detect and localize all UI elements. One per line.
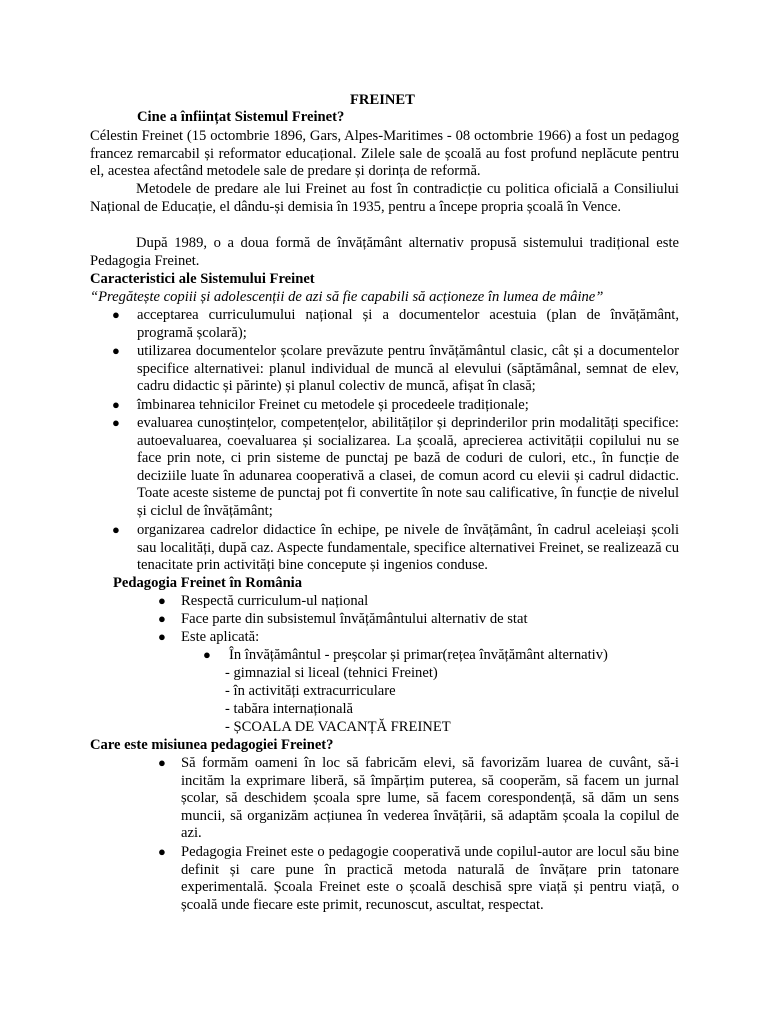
- list-item: Să formăm oameni în loc să fabricăm elevi, să favorizăm luarea de cuvânt, să-i incităm la exprimare liberă, să împărțim puterea, să cooperăm, să facem un jurnal școlar, să deschidem școala spre lume, să facem corespondență, să dăm un sens muncii, să organizăm acțiunea în vederea învățării, să adaptăm școala la copilul de azi.: [181, 755, 679, 842]
- bullet-icon: ●: [112, 522, 120, 537]
- section-heading-mission: Care este misiunea pedagogiei Freinet?: [90, 737, 334, 753]
- list-item: Face parte din subsistemul învățământului alternativ de stat: [181, 611, 528, 627]
- bullet-icon: ●: [158, 755, 166, 770]
- sub-list-item: În învățământul - preșcolar și primar(rețea învățământ alternativ): [229, 647, 608, 663]
- list-item: organizarea cadrelor didactice în echipe, pe nivele de învățământ, în cadrul aceleiași școli sau localități, după caz. Aspecte fundamentale, specifice alternativei Freinet, se realizează cu tenacitate prin activități bine concepute și ingenios conduse.: [137, 522, 679, 574]
- list-item: Este aplicată:: [181, 629, 260, 645]
- page-title: FREINET: [350, 92, 415, 108]
- bullet-icon: ●: [112, 343, 120, 358]
- bullet-icon: ●: [112, 397, 120, 412]
- section-heading-characteristics: Caracteristici ale Sistemului Freinet: [90, 271, 315, 287]
- paragraph-after-1989: După 1989, o a doua formă de învățământ alternativ propusă sistemului tradițional este Pedagogia Freinet.: [90, 235, 679, 269]
- list-item: evaluarea cunoștințelor, competențelor, abilităților și deprinderilor prin modalități specifice: autoevaluarea, coevaluarea și socializarea. La școală, aprecierea activității copilului nu se face prin note, ci prin sisteme de punctaj pe bază de coduri de culori, etc., în funcție de deciziile luate în adunarea cooperativă a clasei, de comun acord cu elevii și cadrul didactic. Toate aceste sisteme de punctaj pot fi convertite în note sau calificative, în funcție de nivelul și ciclul de învățământ;: [137, 415, 679, 519]
- list-item: Respectă curriculum-ul național: [181, 593, 369, 609]
- paragraph-methods: Metodele de predare ale lui Freinet au fost în contradicție cu politica oficială a Consiliului Național de Educație, el dându-și demisia în 1935, pentru a începe propria școală în Vence.: [90, 181, 679, 215]
- section-heading-romania: Pedagogia Freinet în România: [113, 575, 303, 591]
- bullet-icon: ●: [112, 415, 120, 430]
- sub-line: - tabăra internațională: [225, 701, 354, 717]
- bullet-icon: ●: [158, 611, 166, 626]
- bullet-icon: ●: [112, 307, 120, 322]
- bullet-icon: ●: [158, 844, 166, 859]
- sub-line: - gimnazial si liceal (tehnici Freinet): [225, 665, 438, 681]
- section-heading-founder: Cine a înființat Sistemul Freinet?: [137, 109, 345, 125]
- sub-line: - în activități extracurriculare: [225, 683, 396, 699]
- bullet-icon: ●: [203, 647, 211, 662]
- quote-text: “Pregătește copiii și adolescenții de azi să fie capabili să acționeze în lumea de mâine”: [90, 289, 604, 305]
- list-item: acceptarea curriculumului național și a documentelor acestuia (plan de învățământ, programă școlară);: [137, 307, 679, 341]
- list-item: îmbinarea tehnicilor Freinet cu metodele și procedeele tradiționale;: [137, 397, 529, 413]
- paragraph-biography: Célestin Freinet (15 octombrie 1896, Gars, Alpes-Maritimes - 08 octombrie 1966) a fost un pedagog francez remarcabil și reformator educațional. Zilele sale de școală au fost profund neplăcute pentru el, acestea afectând metodele sale de predare și dorința de reformă.: [90, 128, 679, 180]
- bullet-icon: ●: [158, 629, 166, 644]
- bullet-icon: ●: [158, 593, 166, 608]
- sub-line: - ȘCOALA DE VACANȚĂ FREINET: [225, 719, 451, 735]
- list-item: utilizarea documentelor școlare prevăzute pentru învățământul clasic, cât și a documentelor specifice alternativei: planul individual de muncă al elevului (săptămânal, semnat de elev, cadru didactic și părinte) și planul colectiv de muncă, afișat în clasă;: [137, 343, 679, 395]
- list-item: Pedagogia Freinet este o pedagogie cooperativă unde copilul-autor are locul său bine definit și care pune în practică metoda naturală de învățare prin tatonare experimentală. Școala Freinet este o școală deschisă spre viață și pentru viață, o școală unde fiecare este primit, recunoscut, ascultat, respectat.: [181, 844, 679, 913]
